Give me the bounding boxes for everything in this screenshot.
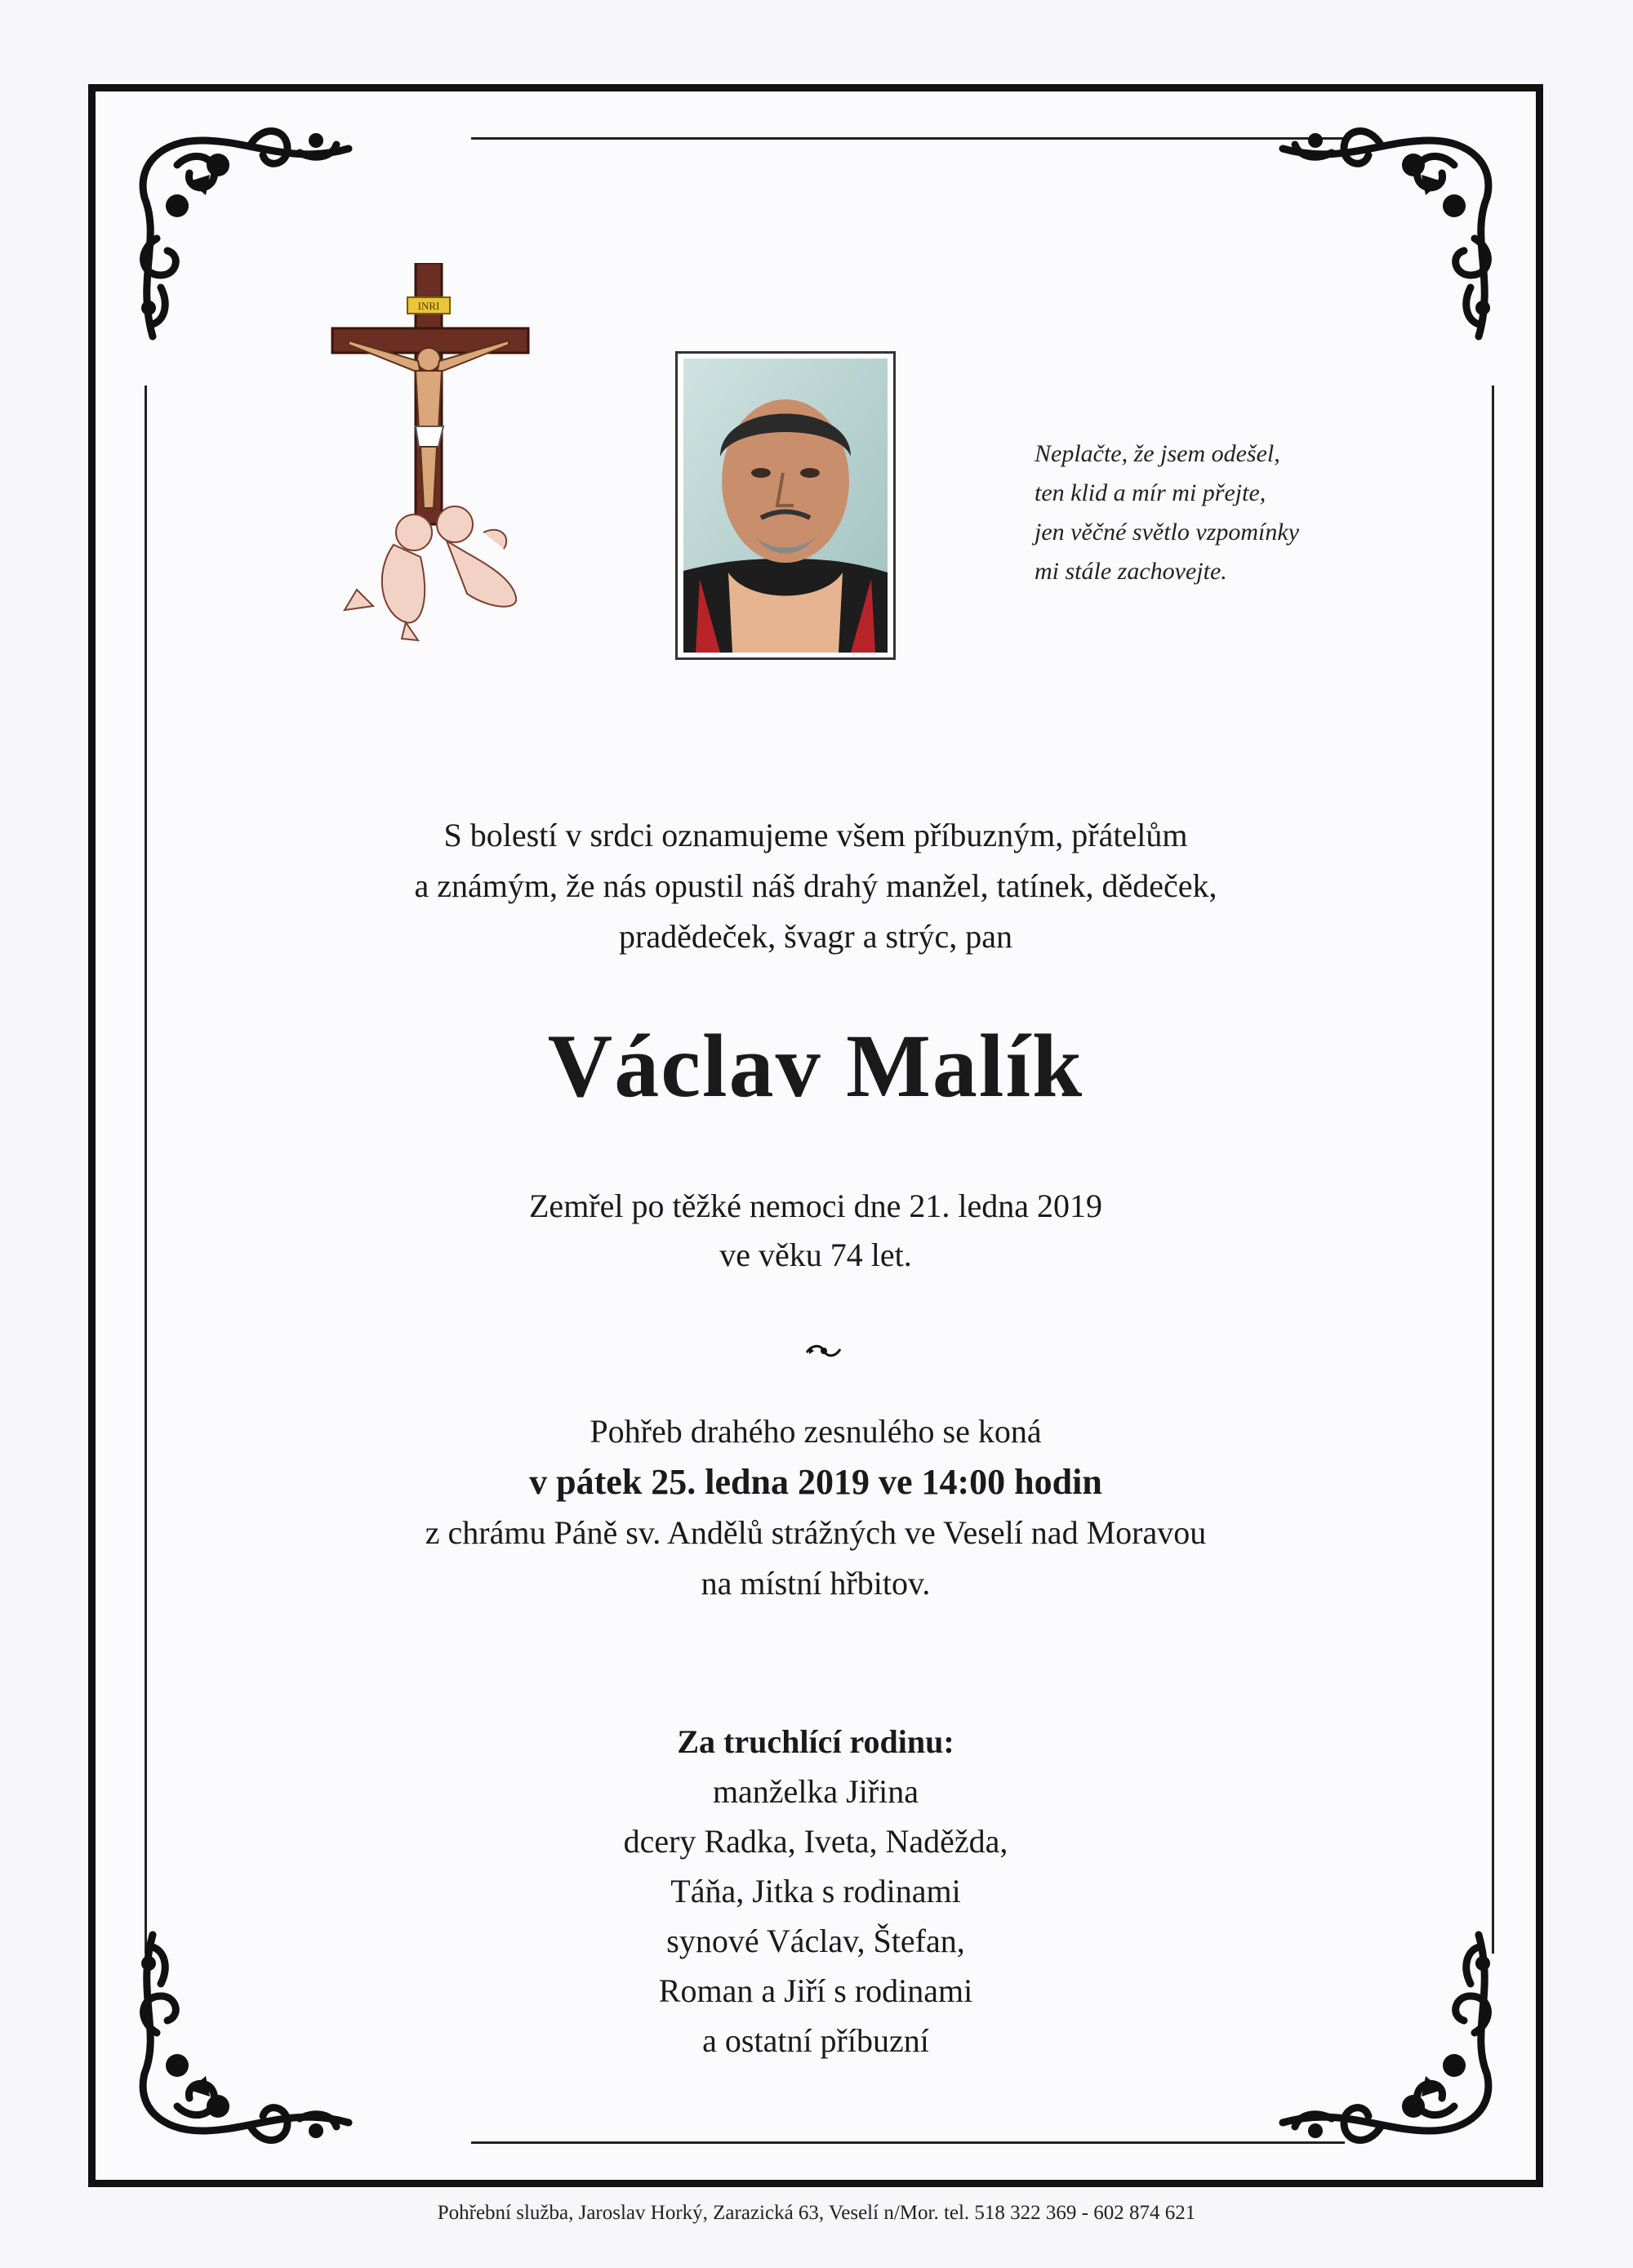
inner-border-top [471,137,1345,140]
obituary-sheet [88,84,1543,2187]
funeral-service-footer: Pohřební služba, Jaroslav Horký, Zarazická 63, Veselí n/Mor. tel. 518 322 369 - 602 874 621 [437,2202,1196,2224]
funeral-place: z chrámu Páně sv. Andělů strážných ve Veselí nad Moravou [425,1514,1207,1551]
family-heading: Za truchlící rodinu: [677,1723,954,1760]
announcement-line: a známým, že nás opustil náš drahý manžel, tatínek, dědeček, [414,867,1217,904]
poem-line: mi stále zachovejte. [1035,558,1227,585]
family-line: Táňa, Jitka s rodinami [670,1873,961,1909]
poem [1035,434,1377,591]
family-list [96,1717,1536,2065]
family-line: dcery Radka, Iveta, Naděžda, [623,1823,1008,1860]
poem-line: ten klid a mír mi přejte, [1035,479,1266,506]
funeral-intro: Pohřeb drahého zesnulého se koná [590,1413,1042,1450]
family-line: manželka Jiřina [712,1773,919,1810]
announcement-text [96,810,1536,962]
poem-line: Neplačte, že jsem odešel, [1035,440,1280,467]
crucifix-icon [324,263,536,647]
deceased-name: Václav Malík [547,1016,1084,1116]
death-line: Zemřel po těžké nemoci dne 21. ledna 2019 [529,1187,1102,1224]
inner-border-bottom [471,2141,1345,2144]
announcement-line: S bolestí v srdci oznamujeme všem příbuzným, přátelům [443,817,1188,853]
poem-line: jen věčné světlo vzpomínky [1035,519,1300,546]
divider-ornament-icon [803,1341,843,1361]
family-line: a ostatní příbuzní [702,2022,929,2059]
family-line: Roman a Jiří s rodinami [658,1972,973,2009]
portrait-photo [675,351,896,660]
funeral-place: na místní hřbitov. [701,1565,931,1602]
funeral-datetime: v pátek 25. ledna 2019 ve 14:00 hodin [529,1462,1102,1502]
announcement-line: pradědeček, švagr a strýc, pan [619,918,1012,955]
portrait-image [683,359,888,653]
funeral-details [96,1406,1536,1609]
death-details [96,1182,1536,1280]
crucifix-inscription: INRI [417,300,440,312]
family-line: synové Václav, Štefan, [666,1923,965,1959]
corner-ornament-top-right [1258,116,1503,361]
death-line: ve věku 74 let. [719,1236,912,1273]
